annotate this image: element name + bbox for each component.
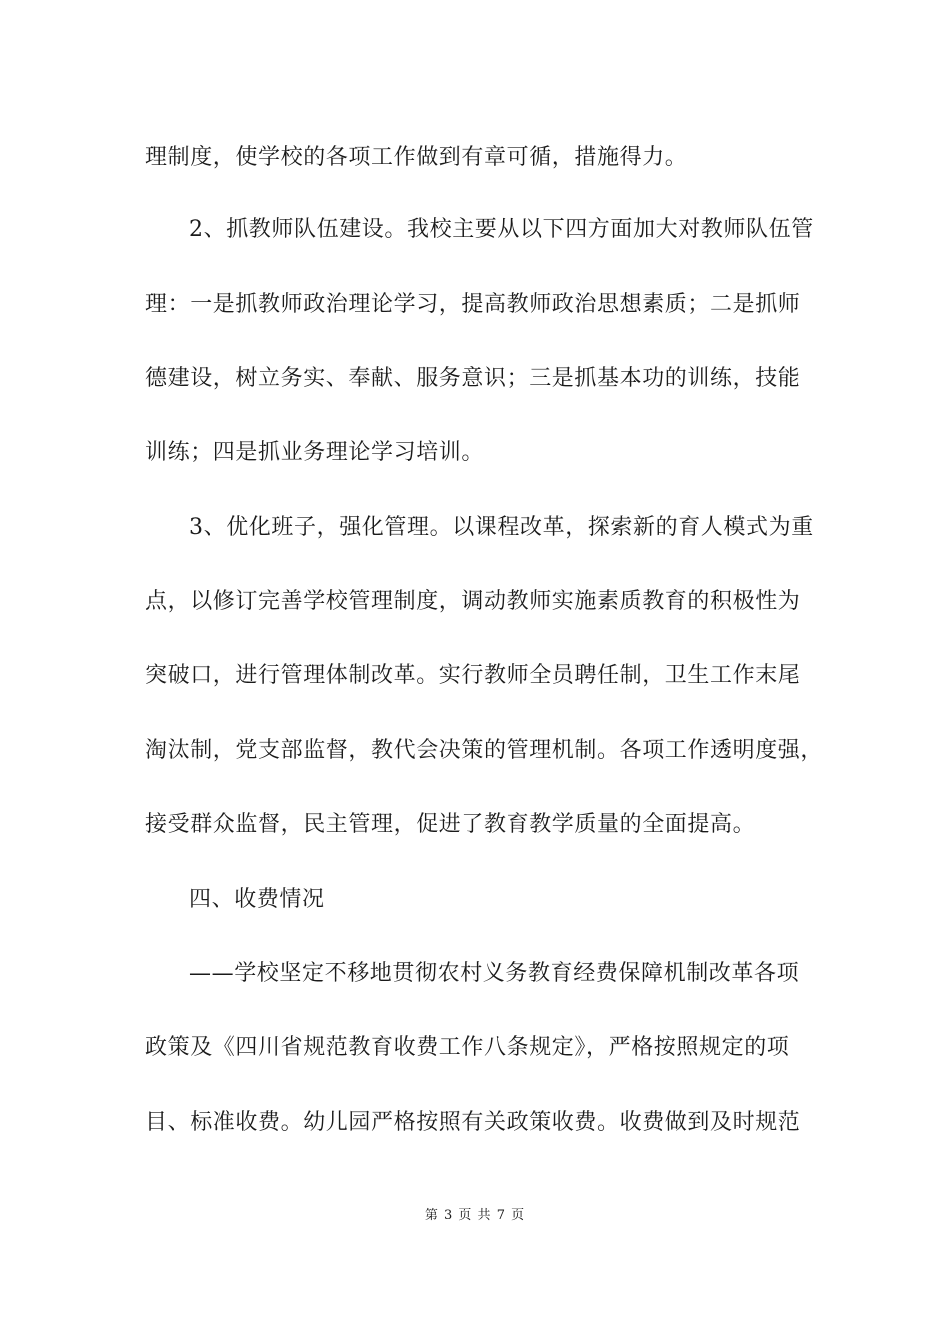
page-number: 第 3 页 共 7 页 <box>424 1208 526 1223</box>
paragraph-line: 2、抓教师队伍建设。我校主要从以下四方面加大对教师队伍管 <box>189 217 814 242</box>
paragraph-line: 训练；四是抓业务理论学习培训。 <box>145 440 485 465</box>
paragraph-line: 接受群众监督，民主管理，促进了教育教学质量的全面提高。 <box>145 812 756 837</box>
paragraph-line: 点，以修订完善学校管理制度，调动教师实施素质教育的积极性为 <box>145 589 801 614</box>
paragraph-line: 淘汰制，党支部监督，教代会决策的管理机制。各项工作透明度强， <box>145 738 824 763</box>
paragraph-line: 理制度，使学校的各项工作做到有章可循，措施得力。 <box>145 145 688 170</box>
paragraph-line: 政策及《四川省规范教育收费工作八条规定》，严格按照规定的项 <box>145 1035 790 1060</box>
paragraph-line: 目、标准收费。幼儿园严格按照有关政策收费。收费做到及时规范 <box>145 1110 801 1135</box>
paragraph-line: 德建设，树立务实、奉献、服务意识；三是抓基本功的训练，技能 <box>145 366 801 391</box>
paragraph-line: 理：一是抓教师政治理论学习，提高教师政治思想素质；二是抓师 <box>145 292 801 317</box>
section-heading: 四、收费情况 <box>189 887 325 912</box>
paragraph-line: 突破口，进行管理体制改革。实行教师全员聘任制，卫生工作末尾 <box>145 663 801 688</box>
paragraph-line: ——学校坚定不移地贯彻农村义务教育经费保障机制改革各项 <box>189 961 800 986</box>
paragraph-line: 3、优化班子，强化管理。以课程改革，探索新的育人模式为重 <box>189 515 814 540</box>
